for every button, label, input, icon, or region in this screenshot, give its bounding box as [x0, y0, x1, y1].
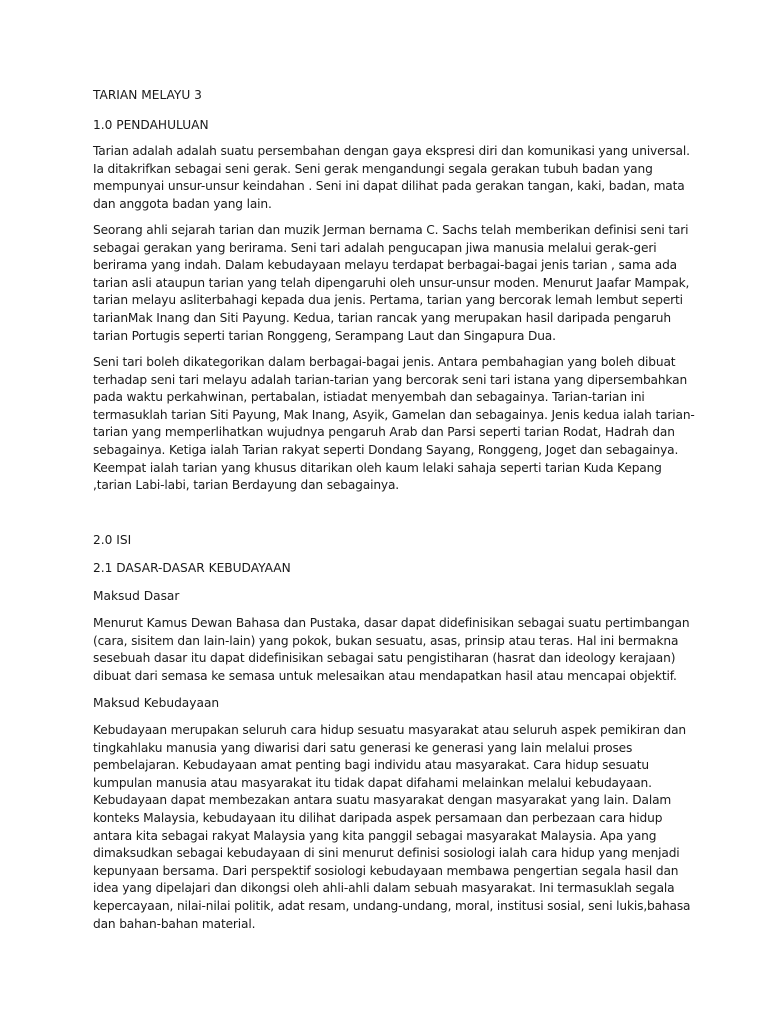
- subsection-dasar-heading: [93, 560, 291, 578]
- intro-paragraph: [93, 143, 690, 213]
- paragraph-line: konteks Malaysia, kebudayaan itu dilihat daripada aspek persamaan dan perbezaan cara hidup: [93, 810, 663, 825]
- paragraph-line: tingkahlaku manusia yang diwarisi dari satu generasi ke generasi yang lain melalui proses: [93, 740, 633, 755]
- paragraph-line: berirama yang indah. Dalam kebudayaan melayu terdapat berbagai-bagai jenis tarian , sama ada: [93, 258, 677, 273]
- paragraph-line: Kebudayaan dapat membezakan antara suatu masyarakat dengan masyarakat yang lain. Dalam: [93, 793, 672, 808]
- maksud-dasar-heading: [93, 588, 179, 606]
- heading-text: Maksud Kebudayaan: [93, 696, 220, 710]
- paragraph-line: Kebudayaan merupakan seluruh cara hidup sesuatu masyarakat atau seluruh aspek pemikiran dan: [93, 723, 686, 737]
- heading-text: 1.0 PENDAHULUAN: [93, 118, 209, 132]
- paragraph-line: ,tarian Labi-labi, tarian Berdayung dan sebagainya.: [93, 478, 400, 493]
- history-paragraph: [93, 222, 689, 345]
- paragraph-line: (cara, sisitem dan lain-lain) yang pokok, bukan sesuatu, asas, prinsip atau teras. Hal ini bermakna: [93, 633, 679, 648]
- heading-text: TARIAN MELAYU 3: [93, 88, 202, 102]
- paragraph-line: Seorang ahli sejarah tarian dan muzik Jerman bernama C. Sachs telah memberikan definisi seni tari: [93, 223, 689, 237]
- paragraph-line: pembelajaran. Kebudayaan amat penting bagi individu atau masyarakat. Cara hidup sesuatu: [93, 758, 649, 773]
- heading-text: 2.0 ISI: [93, 533, 132, 547]
- paragraph-line: tarian yang memperlihatkan wujudnya pengaruh Arab dan Parsi seperti tarian Rodat, Hadrah dan: [93, 425, 675, 440]
- section-pendahuluan-heading: [93, 117, 209, 135]
- paragraph-line: pada waktu perkahwinan, pertabalan, istiadat menyembah dan sebagainya. Tarian-tarian ini: [93, 390, 645, 405]
- paragraph-line: Menurut Kamus Dewan Bahasa dan Pustaka, dasar dapat didefinisikan sebagai suatu pertimbangan: [93, 616, 690, 630]
- paragraph-line: antara kita sebagai rakyat Malaysia yang kita panggil sebagai masyarakat Malaysia. Apa yang: [93, 828, 657, 843]
- kebudayaan-paragraph: [93, 722, 690, 933]
- paragraph-line: dimaksudkan sebagai kebudayaan di sini menurut definisi sosiologi ialah cara hidup yang menjadi: [93, 846, 680, 861]
- paragraph-line: kumpulan manusia atau masyarakat itu tidak dapat difahami melainkan melalui kebudayaan.: [93, 775, 652, 790]
- maksud-kebudayaan-heading: [93, 695, 219, 713]
- section-isi-heading: [93, 532, 131, 550]
- paragraph-line: sebagainya. Ketiga ialah Tarian rakyat seperti Dondang Sayang, Ronggeng, Joget dan sebagainya.: [93, 442, 679, 457]
- heading-text: Maksud Dasar: [93, 589, 180, 603]
- paragraph-line: Seni tari boleh dikategorikan dalam berbagai-bagai jenis. Antara pembahagian yang boleh dibuat: [93, 355, 676, 369]
- paragraph-line: kepercayaan, nilai-nilai politik, adat resam, undang-undang, moral, institusi sosial, seni lukis,bahasa: [93, 898, 691, 913]
- paragraph-line: tarian melayu asliterbahagi kepada dua jenis. Pertama, tarian yang bercorak lemah lembut seperti: [93, 293, 683, 308]
- paragraph-line: sesebuah dasar itu dapat didefinisikan sebagai satu pengistiharan (hasrat dan ideology kerajaan): [93, 651, 676, 666]
- paragraph-line: tarian Portugis seperti tarian Ronggeng, Serampang Laut dan Singapura Dua.: [93, 328, 556, 343]
- paragraph-line: dibuat dari semasa ke semasa untuk melesaikan atau mendapatkan hasil atau mencapai objektif.: [93, 668, 677, 683]
- paragraph-line: idea yang dipelajari dan dikongsi oleh ahli-ahli dalam sebuah masyarakat. Ini termasuklah segala: [93, 881, 675, 896]
- paragraph-line: dan bahan-bahan material.: [93, 916, 256, 931]
- paragraph-line: terhadap seni tari melayu adalah tarian-tarian yang bercorak seni tari istana yang dipersembahkan: [93, 372, 688, 387]
- categories-paragraph: [93, 354, 695, 495]
- paragraph-line: Keempat ialah tarian yang khusus ditarikan oleh kaum lelaki sahaja seperti tarian Kuda Kepang: [93, 460, 662, 475]
- paragraph-line: tarianMak Inang dan Siti Payung. Kedua, tarian rancak yang merupakan hasil daripada pengaruh: [93, 310, 671, 325]
- paragraph-line: Tarian adalah adalah suatu persembahan dengan gaya ekspresi diri dan komunikasi yang universal.: [93, 144, 690, 158]
- paragraph-line: kepunyaan bersama. Dari perspektif sosiologi kebudayaan membawa pengertian segala hasil dan: [93, 863, 679, 878]
- dasar-paragraph: [93, 615, 689, 685]
- doc-title: [93, 87, 202, 105]
- paragraph-line: tarian asli ataupun tarian yang telah dipengaruhi oleh unsur-unsur moden. Menurut Jaafar Mampak,: [93, 275, 690, 290]
- paragraph-line: dan anggota badan yang lain.: [93, 196, 272, 211]
- paragraph-line: mempunyai unsur-unsur keindahan . Seni ini dapat dilihat pada gerakan tangan, kaki, badan, mata: [93, 179, 685, 194]
- heading-text: 2.1 DASAR-DASAR KEBUDAYAAN: [93, 561, 291, 575]
- paragraph-line: sebagai gerakan yang berirama. Seni tari adalah pengucapan jiwa manusia melalui gerak-geri: [93, 240, 657, 255]
- paragraph-line: termasuklah tarian Siti Payung, Mak Inang, Asyik, Gamelan dan sebagainya. Jenis kedua ialah tarian-: [93, 407, 695, 422]
- paragraph-line: Ia ditakrifkan sebagai seni gerak. Seni gerak mengandungi segala gerakan tubuh badan yang: [93, 161, 653, 176]
